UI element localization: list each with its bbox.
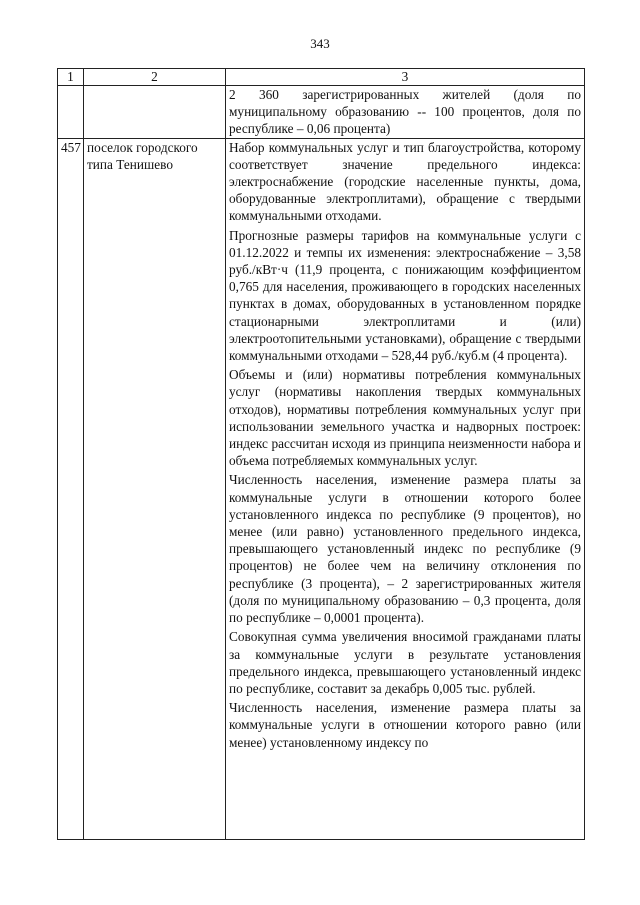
row-number-cell: 457 xyxy=(58,138,84,839)
table-header-row xyxy=(58,69,585,86)
table-row-continuation xyxy=(58,86,585,139)
tariff-table xyxy=(57,68,585,840)
paragraph-population-above: Численность населения, изменение размера платы за коммунальные услуги в отношении которого более установленного индекса по республике (9 процентов), но менее (или равно) установленного предельного индекса, превышающего установленный индекс по республике (9 процентов) не более чем на величину отклонения по республике (3 процента), – 2 зарегистрированных жителя (доля по муниципальному образованию – 0,3 процента, доля по республике – 0,0001 процента). xyxy=(229,472,581,626)
column-header-1: 1 xyxy=(58,69,84,86)
paragraph-population-equal: Численность населения, изменение размера платы за коммунальные услуги в отношении которого равно (или менее) установленному индексу по xyxy=(229,700,581,750)
column-header-3: 3 xyxy=(226,69,585,86)
table-row-457 xyxy=(58,138,585,839)
description-cell xyxy=(226,86,585,139)
paragraph-total-increase: Совокупная сумма увеличения вносимой гражданами платы за коммунальные услуги в результате установления предельного индекса, превышающего установленный индекс по республике, составит за декабрь 0,005 тыс. рублей. xyxy=(229,629,581,696)
row-number-cell xyxy=(58,86,84,139)
column-header-2: 2 xyxy=(84,69,226,86)
paragraph: 2 360 зарегистрированных жителей (доля по муниципальному образованию -- 100 процентов, доля по республике – 0,06 процента) xyxy=(229,87,581,137)
page-number: 343 xyxy=(310,36,330,51)
place-cell: поселок городского типа Тенишево xyxy=(84,138,226,839)
place-cell xyxy=(84,86,226,139)
paragraph-tariffs: Прогнозные размеры тарифов на коммунальные услуги с 01.12.2022 и темпы их изменения: электроснабжение – 3,58 руб./кВт·ч (11,9 процента, с понижающим коэффициентом 0,765 для населения, проживающего в городских населенных пунктах в домах, оборудованных в установленном порядке стационарными электроплитами и (или) электроотопительными установками), обращение с твердыми коммунальными отходами – 528,44 руб./куб.м (4 процента). xyxy=(229,227,581,364)
description-cell xyxy=(226,138,585,839)
paragraph-volumes: Объемы и (или) нормативы потребления коммунальных услуг (нормативы накопления твердых коммунальных отходов), нормативы потребления коммунальных услуг при использовании земельного участка и надворных построек: индекс рассчитан исходя из принципа неизменности набора и объема потребляемых коммунальных услуг. xyxy=(229,367,581,469)
paragraph-service-set: Набор коммунальных услуг и тип благоустройства, которому соответствует значение предельного индекса: электроснабжение (городские населенные пункты, дома, оборудованные электроплитами), обращение с твердыми коммунальными отходами. xyxy=(229,139,581,224)
